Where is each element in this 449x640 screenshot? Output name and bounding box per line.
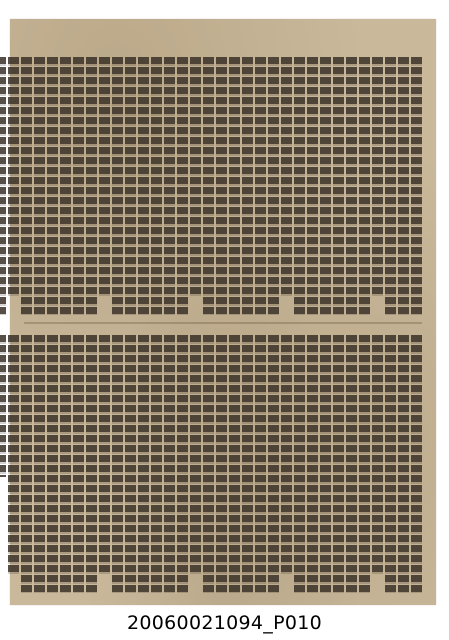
text-column xyxy=(255,335,266,593)
text-column xyxy=(47,335,58,593)
text-column xyxy=(333,335,344,593)
text-column xyxy=(411,335,422,593)
text-column xyxy=(216,335,227,593)
text-column xyxy=(281,335,292,575)
text-column xyxy=(125,335,136,593)
text-column xyxy=(86,57,97,315)
text-block-bottom xyxy=(44,335,422,593)
text-column xyxy=(346,57,357,315)
text-column xyxy=(229,57,240,315)
text-column xyxy=(359,57,370,315)
text-column xyxy=(216,57,227,315)
text-column xyxy=(177,335,188,593)
text-column xyxy=(346,335,357,593)
text-column xyxy=(242,335,253,593)
text-column xyxy=(0,57,6,315)
text-column xyxy=(47,57,58,315)
text-column xyxy=(73,335,84,593)
text-column xyxy=(164,335,175,593)
text-column xyxy=(112,57,123,315)
text-column xyxy=(268,57,279,315)
text-column xyxy=(255,57,266,315)
text-column xyxy=(0,335,6,477)
text-column xyxy=(34,57,45,315)
text-column xyxy=(34,335,45,593)
text-column xyxy=(398,335,409,593)
text-column xyxy=(307,335,318,593)
text-column xyxy=(112,335,123,593)
page-fold xyxy=(24,322,422,324)
text-column xyxy=(21,57,32,315)
text-column xyxy=(281,57,292,297)
text-column xyxy=(320,57,331,315)
text-column xyxy=(372,57,383,297)
text-column xyxy=(385,335,396,593)
text-column xyxy=(268,335,279,593)
text-column xyxy=(359,335,370,593)
text-column xyxy=(151,335,162,593)
text-column xyxy=(190,57,201,297)
text-column xyxy=(242,57,253,315)
text-column xyxy=(294,335,305,593)
text-column xyxy=(190,335,201,575)
text-column xyxy=(60,57,71,315)
text-column xyxy=(229,335,240,593)
text-column xyxy=(21,335,32,593)
text-column xyxy=(99,335,110,575)
text-column xyxy=(8,335,19,575)
text-column xyxy=(177,57,188,315)
text-column xyxy=(60,335,71,593)
text-column xyxy=(86,335,97,593)
text-column xyxy=(372,335,383,575)
text-column xyxy=(398,57,409,315)
document-page xyxy=(10,19,436,605)
text-column xyxy=(73,57,84,315)
text-block-top xyxy=(40,57,422,315)
text-column xyxy=(164,57,175,315)
text-column xyxy=(99,57,110,297)
text-column xyxy=(385,57,396,315)
text-column xyxy=(151,57,162,315)
text-column xyxy=(320,335,331,593)
text-column xyxy=(333,57,344,315)
text-column xyxy=(203,57,214,315)
text-column xyxy=(138,57,149,315)
text-column xyxy=(125,57,136,315)
image-caption: 20060021094_P010 xyxy=(127,612,322,634)
text-column xyxy=(307,57,318,315)
text-column xyxy=(8,57,19,297)
text-column xyxy=(203,335,214,593)
text-column xyxy=(138,335,149,593)
text-column xyxy=(411,57,422,315)
text-column xyxy=(294,57,305,315)
